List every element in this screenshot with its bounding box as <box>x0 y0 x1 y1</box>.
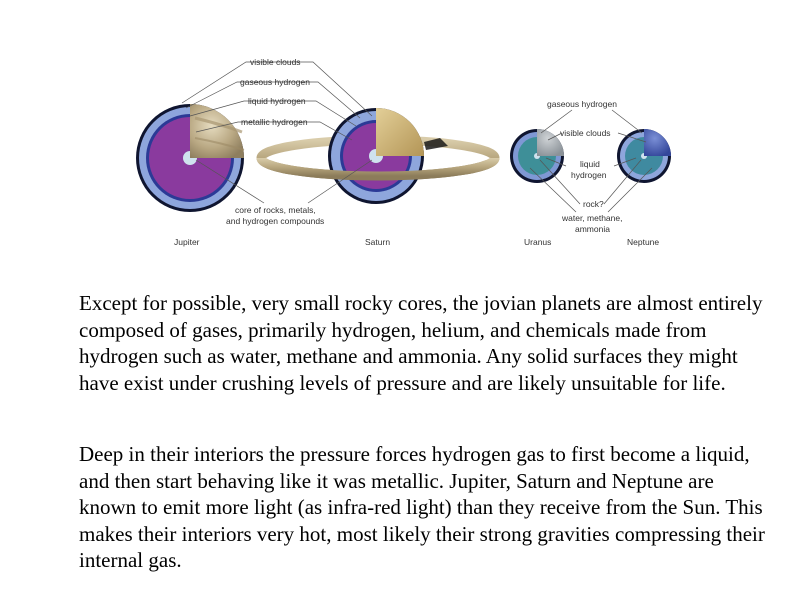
label-metallic-hydrogen: metallic hydrogen <box>241 117 308 127</box>
name-neptune: Neptune <box>627 237 660 247</box>
jovian-interiors-diagram <box>0 0 800 260</box>
label-gaseous-hydrogen: gaseous hydrogen <box>240 77 310 87</box>
label-visible-clouds: visible clouds <box>250 57 301 67</box>
un-label-liquid-line1: liquid <box>580 159 600 169</box>
name-uranus: Uranus <box>524 237 552 247</box>
neptune-cloud-surface <box>644 129 671 156</box>
un-label-water-line2: ammonia <box>575 224 610 234</box>
label-core-line2: and hydrogen compounds <box>226 216 325 226</box>
leader-un-gaseous-right <box>612 110 642 133</box>
name-jupiter: Jupiter <box>174 237 200 247</box>
paragraph-interiors: Deep in their interiors the pressure forces hydrogen gas to first become a liquid, and then start behaving like it was metallic. Jupiter, Saturn and Neptune are known to emit more light (as infra-red light) than they receive from the Sun. This makes their interiors very hot, most likely their strong gravities compressing their internal gas. <box>79 442 765 572</box>
un-label-gaseous-hydrogen: gaseous hydrogen <box>547 99 617 109</box>
un-label-liquid-line2: hydrogen <box>571 170 607 180</box>
jupiter-cutaway <box>136 104 244 212</box>
label-core-line1: core of rocks, metals, <box>235 205 316 215</box>
paragraph-composition: Except for possible, very small rocky cores, the jovian planets are almost entirely composed of gases, primarily hydrogen, helium, and chemicals made from hydrogen such as water, methane and ammonia. Any solid surfaces they might have exist under crushing levels of pressure and are likely unsuitable for life. <box>79 291 763 395</box>
neptune-cutaway <box>617 129 671 183</box>
planet-names <box>174 237 659 247</box>
leader-visible-clouds <box>182 62 372 116</box>
saturn-cloud-surface <box>376 108 424 156</box>
label-liquid-hydrogen: liquid hydrogen <box>248 96 306 106</box>
un-label-visible-clouds: visible clouds <box>560 128 611 138</box>
un-label-rock: rock? <box>583 199 604 209</box>
un-label-water-line1: water, methane, <box>562 213 623 223</box>
name-saturn: Saturn <box>365 237 391 247</box>
